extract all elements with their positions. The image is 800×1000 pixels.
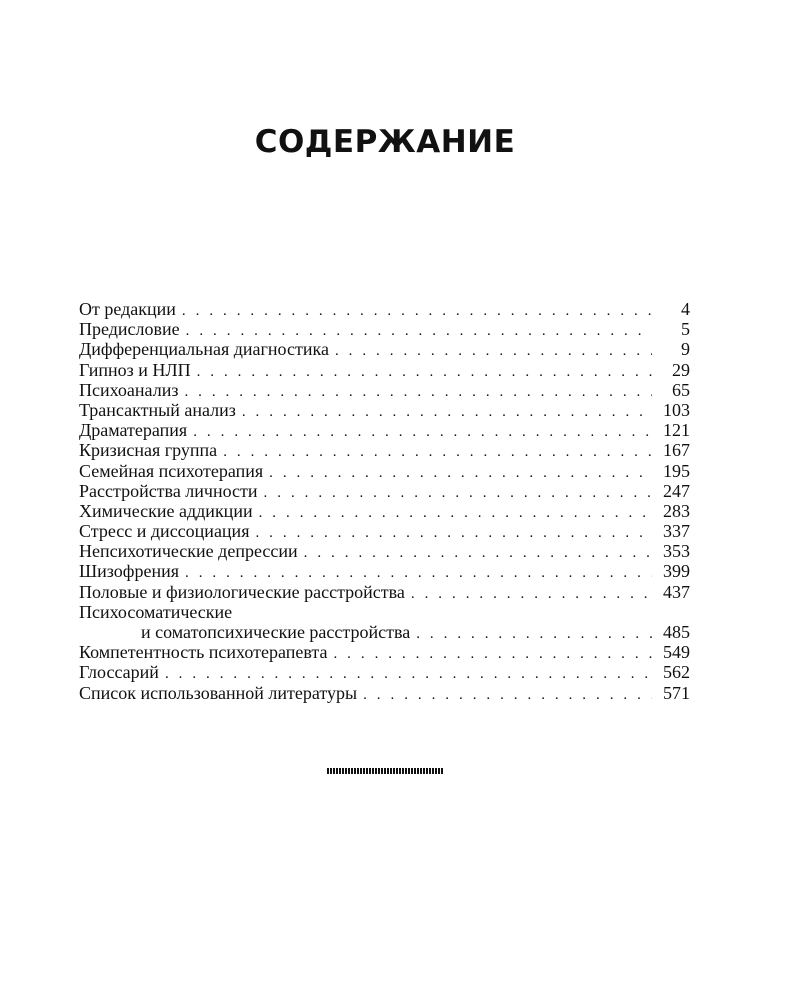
toc-leader-dots (242, 402, 652, 422)
toc-entry (79, 339, 690, 359)
toc-entry-page: 103 (663, 399, 690, 420)
toc-entry-page: 399 (663, 561, 690, 582)
toc-leader-dots (165, 664, 652, 684)
toc-entry-title: Гипноз и НЛП (79, 359, 191, 380)
toc-entry (79, 420, 690, 440)
toc-entry (79, 400, 690, 420)
toc-leader-dots (335, 341, 652, 361)
toc-entry-page: 121 (663, 420, 690, 441)
toc-entry-page: 167 (663, 440, 690, 461)
toc-entry (79, 642, 690, 662)
toc-entry-title: Семейная психотерапия (79, 460, 264, 481)
toc-entry-title: Дифференциальная диагностика (79, 339, 329, 360)
toc-entry (79, 521, 690, 541)
toc-entry (79, 541, 690, 561)
end-ornament-rule (327, 768, 444, 774)
toc-entry-title: Половые и физиологические расстройства (79, 581, 405, 602)
toc-entry-page: 5 (681, 319, 690, 340)
table-of-contents (79, 299, 690, 703)
toc-entry-page: 247 (663, 480, 690, 501)
toc-leader-dots (184, 382, 652, 402)
page-title: СОДЕРЖАНИЕ (254, 124, 516, 160)
toc-entry (79, 582, 690, 602)
toc-entry-title: Шизофрения (79, 561, 179, 582)
toc-entry-title: Трансактный анализ (79, 399, 236, 420)
toc-entry-title: От редакции (79, 299, 176, 319)
toc-entry (79, 461, 690, 481)
toc-entry-page: 195 (663, 460, 690, 481)
toc-entry-title: Стресс и диссоциация (79, 521, 250, 542)
toc-entry-title: Психоанализ (79, 379, 179, 400)
toc-entry (79, 501, 690, 521)
toc-entry (79, 299, 690, 319)
toc-leader-dots (259, 503, 652, 523)
toc-entry-heading-line (79, 602, 690, 622)
toc-entry-page: 283 (663, 500, 690, 521)
toc-entry-page: 571 (663, 682, 690, 703)
toc-leader-dots (186, 321, 652, 341)
toc-entry-title: Компетентность психотерапевта (79, 642, 328, 663)
toc-entry-title: Глоссарий (79, 662, 159, 683)
toc-leader-dots (269, 463, 652, 483)
toc-leader-dots (182, 301, 652, 321)
toc-entry-title: Расстройства личности (79, 480, 258, 501)
toc-entry (79, 440, 690, 460)
toc-entry-page: 4 (681, 299, 690, 319)
toc-leader-dots (416, 624, 652, 644)
toc-leader-dots (223, 442, 652, 462)
toc-leader-dots (193, 422, 652, 442)
toc-entry (79, 360, 690, 380)
toc-entry-page: 549 (663, 642, 690, 663)
toc-entry-title: Список использованной литературы (79, 682, 358, 703)
toc-entry-page: 29 (672, 359, 690, 380)
toc-entry (79, 662, 690, 682)
toc-entry-title: Драматерапия (79, 420, 188, 441)
toc-entry-page: 337 (663, 521, 690, 542)
toc-entry-title: Психосоматические (79, 601, 233, 622)
toc-entry (79, 380, 690, 400)
toc-entry-title: Химические аддикции (79, 500, 253, 521)
toc-entry-page: 9 (681, 339, 690, 360)
toc-entry-title: Кризисная группа (79, 440, 218, 461)
toc-leader-dots (304, 543, 652, 563)
toc-leader-dots (255, 523, 652, 543)
toc-leader-dots (411, 584, 652, 604)
toc-entry-page: 485 (663, 622, 690, 642)
toc-entry-page: 437 (663, 581, 690, 602)
toc-leader-dots (333, 644, 652, 664)
toc-entry-page: 562 (663, 662, 690, 683)
toc-entry-page: 65 (672, 379, 690, 400)
toc-entry-page: 353 (663, 541, 690, 562)
toc-leader-dots (197, 362, 652, 382)
toc-entry (79, 683, 690, 703)
toc-entry (79, 481, 690, 501)
toc-entry (79, 319, 690, 339)
toc-entry (79, 561, 690, 581)
toc-entry (79, 622, 690, 642)
toc-leader-dots (264, 483, 652, 503)
toc-leader-dots (185, 563, 652, 583)
toc-leader-dots (363, 685, 652, 705)
toc-entry-title: Предисловие (79, 319, 180, 340)
toc-entry-title: Непсихотические депрессии (79, 541, 298, 562)
toc-entry-title-continuation: и соматопсихические расстройства (141, 622, 411, 642)
